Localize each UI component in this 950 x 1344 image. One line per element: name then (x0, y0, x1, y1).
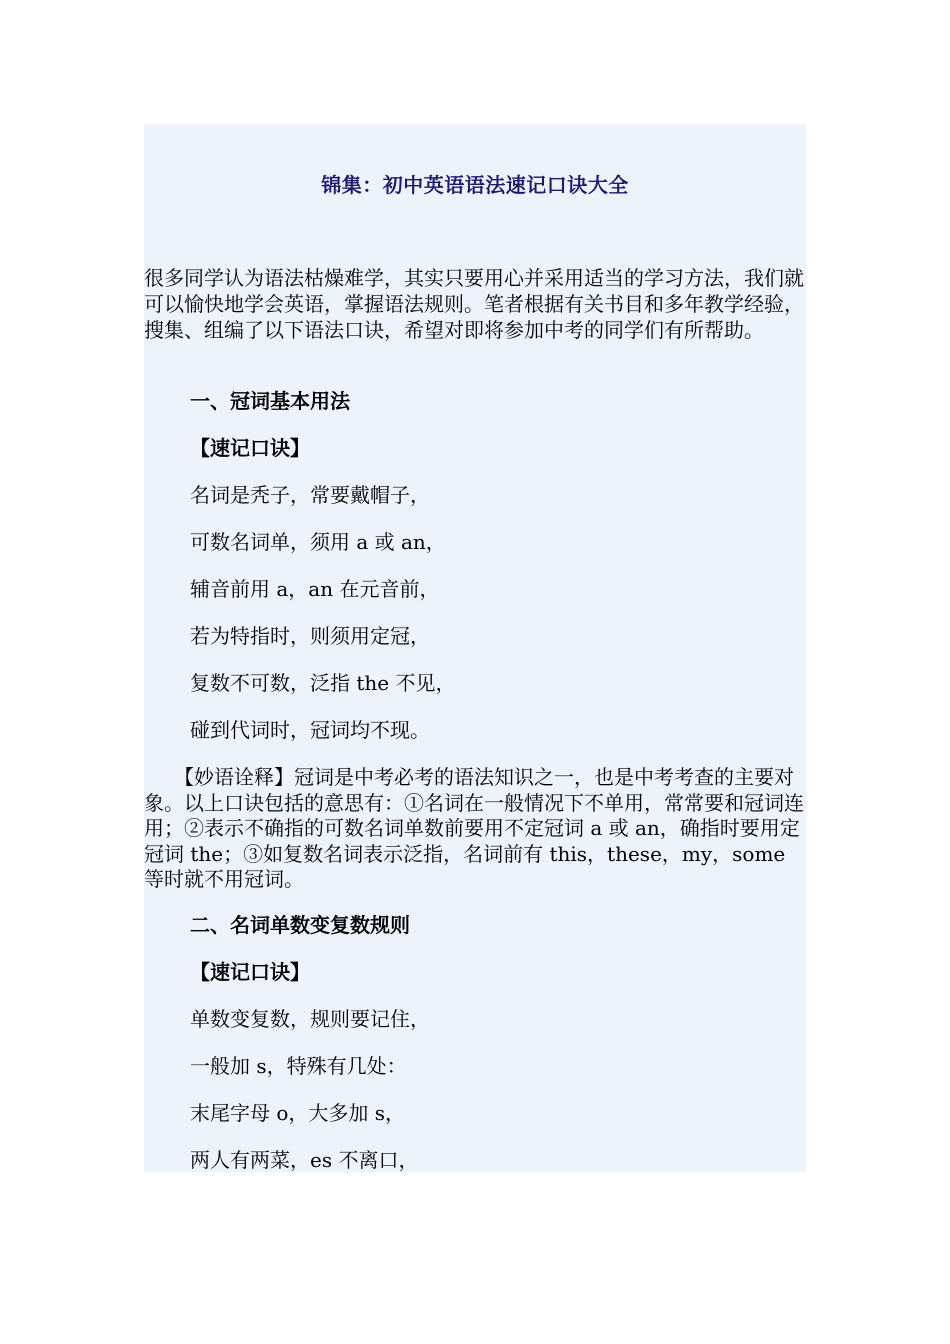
intro-paragraph: 很多同学认为语法枯燥难学，其实只要用心并采用适当的学习方法，我们就可以愉快地学会英语，掌握语法规则。笔者根据有关书目和多年教学经验，搜集、组编了以下语法口诀，希望对即将参加中考的同学们有所帮助。 (144, 266, 804, 342)
section-heading-articles: 一、冠词基本用法 (190, 389, 350, 413)
explanation-paragraph: 【妙语诠释】冠词是中考必考的语法知识之一，也是中考考查的主要对象。以上口诀包括的意思有：①名词在一般情况下不单用，常常要和冠词连用；②表示不确指的可数名词单数前要用不定冠词 a 或 an，确指时要用定冠词 the；③如复数名词表示泛指，名词前有 this，these，my，some 等时就不用冠词。 (144, 765, 804, 891)
mnemonic-label: 【速记口诀】 (190, 960, 310, 984)
mnemonic-label: 【速记口诀】 (190, 436, 310, 460)
mnemonic-line: 一般加 s，特殊有几处： (190, 1054, 407, 1078)
mnemonic-line: 两人有两菜，es 不离口， (190, 1148, 419, 1172)
mnemonic-line: 末尾字母 o，大多加 s， (190, 1101, 406, 1125)
document-title: 锦集：初中英语语法速记口诀大全 (321, 173, 629, 197)
mnemonic-line: 辅音前用 a，an 在元音前， (190, 577, 440, 601)
mnemonic-line: 单数变复数，规则要记住， (190, 1007, 430, 1031)
document-page (144, 124, 806, 1172)
mnemonic-line: 若为特指时，则须用定冠， (190, 624, 430, 648)
mnemonic-line: 名词是秃子，常要戴帽子， (190, 483, 430, 507)
mnemonic-line: 复数不可数，泛指 the 不见， (190, 671, 456, 695)
mnemonic-line: 可数名词单，须用 a 或 an， (190, 530, 446, 554)
section-heading-plurals: 二、名词单数变复数规则 (190, 913, 410, 937)
mnemonic-line: 碰到代词时，冠词均不现。 (190, 718, 430, 742)
